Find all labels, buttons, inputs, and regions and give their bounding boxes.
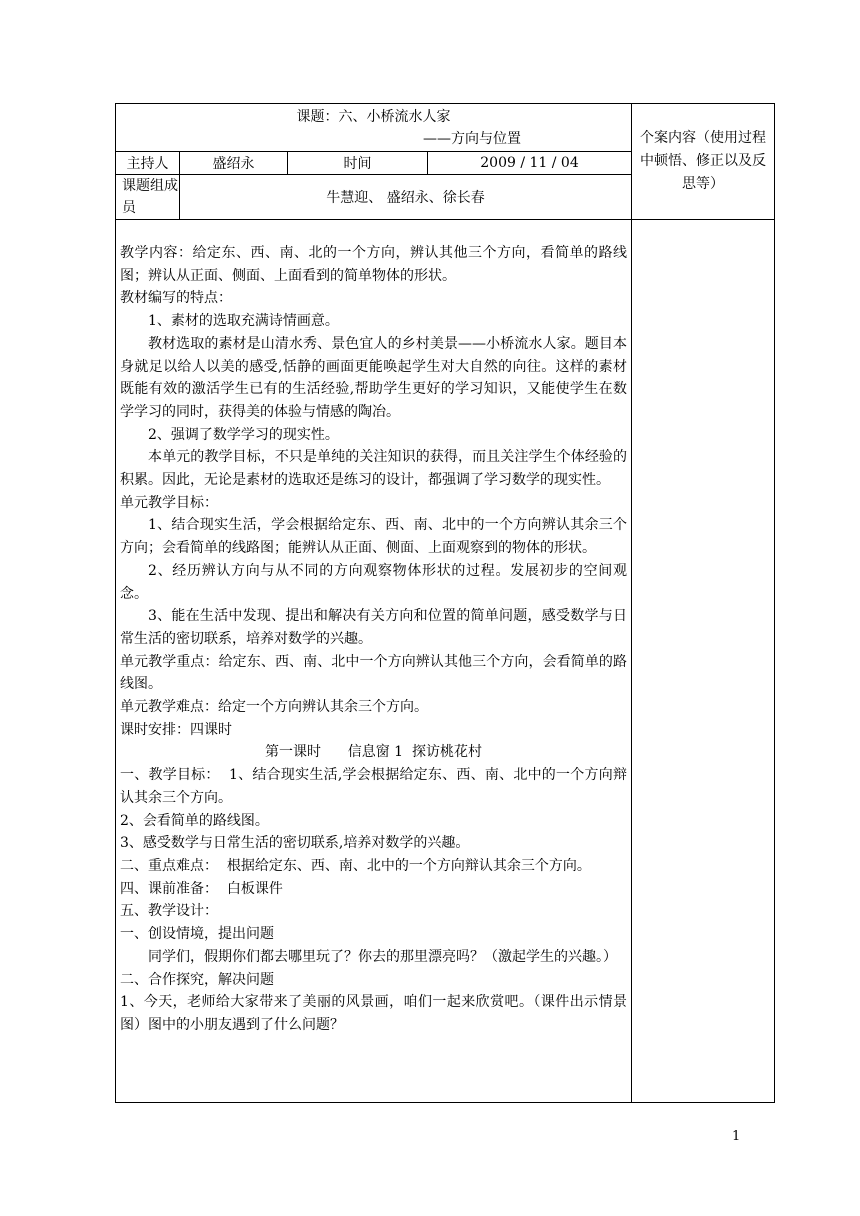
paragraph: 教学内容：给定东、西、南、北的一个方向，辨认其他三个方向，看简单的路线图；辨认从正面、侧面、上面看到的简单物体的形状。 [120,245,627,284]
lesson-title: 课题：六、小桥流水人家 [296,108,451,125]
paragraph: 教材选取的素材是山清水秀、景色宜人的乡村美景——小桥流水人家。题目本身就足以给人以美的感受,恬静的画面更能唤起学生对大自然的向往。这样的素材既能有效的激活学生已有的生活经验,帮助学生更好的学习知识，又能使学生在数学学习的同时，获得美的体验与情感的陶冶。 [120,335,627,420]
host-name: 盛绍永 [180,152,288,175]
paragraph: 3、能在生活中发现、提出和解决有关方向和位置的简单问题，感受数学与日常生活的密切联系，培养对数学的兴趣。 [120,608,627,647]
lesson-content-cell [116,220,632,1103]
lesson-title-cell [116,104,632,152]
paragraph: 1、今天，老师给大家带来了美丽的风景画，咱们一起来欣赏吧。（课件出示情景图）图中的小朋友遇到了什么问题？ [120,994,627,1033]
paragraph: 二、重点难点： 根据给定东、西、南、北中的一个方向辩认其余三个方向。 [120,857,591,874]
paragraph: 四、课前准备： 白板课件 [120,880,283,897]
paragraph: 单元教学难点：给定一个方向辨认其余三个方向。 [120,699,428,716]
lesson-plan-table [115,103,775,1103]
paragraph: 本单元的教学目标，不只是单纯的关注知识的获得，而且关注学生个体经验的积累。因此，无论是素材的选取还是练习的设计，都强调了学习数学的现实性。 [120,449,627,489]
paragraph: 五、教学设计： [120,903,218,920]
paragraph: 同学们，假期你们都去哪里玩了？你去的那里漂亮吗？（激起学生的兴趣。） [148,948,617,965]
paragraph: 2、强调了数学学习的现实性。 [148,426,339,443]
paragraph: 二、合作探究，解决问题 [120,971,274,988]
date-value: 2009 / 11 / 04 [428,152,632,175]
time-label: 时间 [288,152,428,175]
paragraph: 1、结合现实生活，学会根据给定东、西、南、北中的一个方向辨认其余三个方向；会看简单的线路图；能辨认从正面、侧面、上面观察到的物体的形状。 [120,517,627,557]
members-label: 课题组成员 [116,175,180,220]
paragraph: 单元教学目标： [120,494,218,511]
paragraph: 教材编写的特点： [120,290,232,307]
lesson-heading: 第一课时 信息窗 1 探访桃花村 [265,744,482,761]
side-notes-header: 个案内容（使用过程中顿悟、修正以及反思等） [632,104,775,220]
paragraph: 课时安排：四课时 [120,721,232,738]
paragraph: 一、创设情境，提出问题 [120,926,274,943]
paragraph: 单元教学重点：给定东、西、南、北中一个方向辨认其他三个方向，会看简单的路线图。 [120,653,627,693]
side-notes-cell [632,220,775,1103]
host-label: 主持人 [116,152,180,175]
lesson-subtitle: ——方向与位置 [423,130,521,147]
page-number: 1 [732,1129,741,1144]
paragraph: 3、感受数学与日常生活的密切联系,培养对数学的兴趣。 [120,835,470,852]
paragraph: 1、素材的选取充满诗情画意。 [148,313,339,330]
paragraph: 2、经历辨认方向与从不同的方向观察物体形状的过程。发展初步的空间观念。 [120,562,627,602]
members-value: 牛慧迎、 盛绍永、徐长春 [180,175,632,220]
paragraph: 2、会看简单的路线图。 [120,812,269,829]
paragraph: 一、教学目标： 1、结合现实生活,学会根据给定东、西、南、北中的一个方向辩认其余三个方向。 [120,767,627,806]
